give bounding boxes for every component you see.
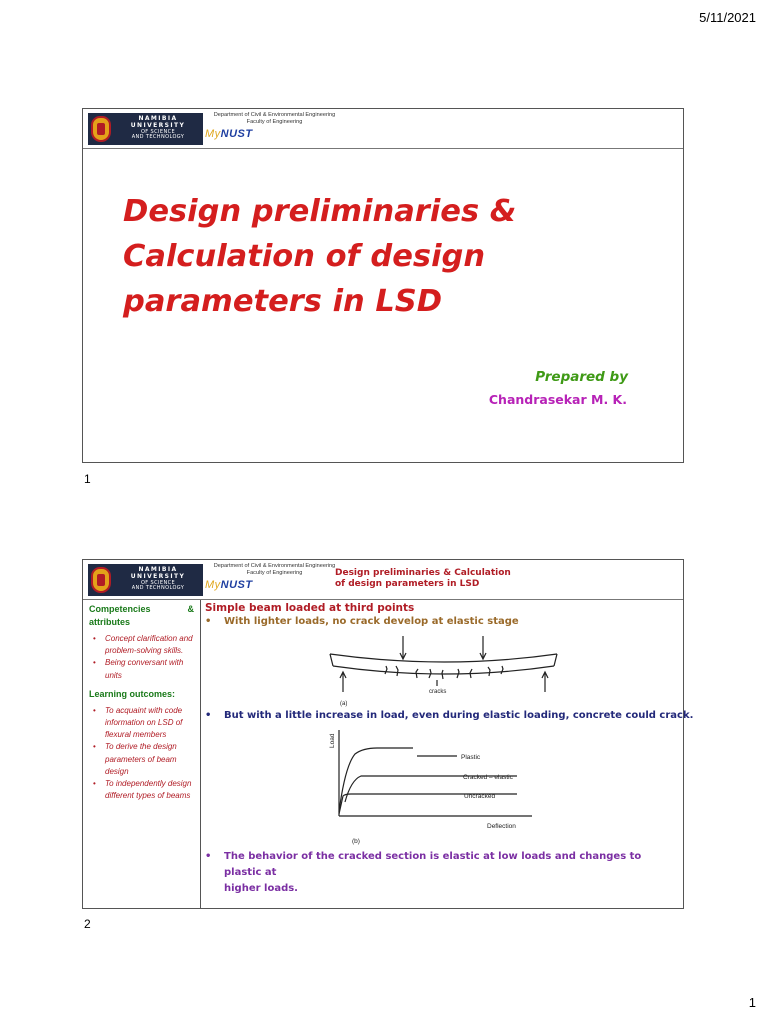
header-title-line: Design preliminaries & Calculation	[335, 568, 511, 578]
department-name: Department of Civil & Environmental Engineering	[213, 563, 336, 569]
department-name: Department of Civil & Environmental Engineering	[213, 112, 336, 118]
slide-content	[201, 600, 694, 908]
bullet-point: • With lighter loads, no crack develop at elastic stage	[205, 616, 519, 627]
slide-title	[123, 189, 643, 324]
mynust-suffix: NUST	[220, 579, 253, 591]
list-item: • To independently design different types of beams	[89, 778, 196, 802]
competencies-heading	[89, 603, 196, 616]
list-item: • To acquaint with code information on LSD of flexural members	[89, 705, 196, 742]
crack-label: cracks	[429, 689, 447, 695]
prepared-by-label: Prepared by	[535, 369, 628, 385]
mynust-logo	[205, 579, 253, 591]
list-item: • To derive the design parameters of beam design	[89, 741, 196, 778]
logo-line: UNIVERSITY	[130, 573, 186, 580]
curve-label-uncracked: Uncracked	[464, 793, 496, 800]
bullet-line: The behavior of the cracked section is elastic at low loads and changes to plastic at	[224, 851, 642, 878]
logo-line: UNIVERSITY	[130, 122, 186, 129]
bullet-line: higher loads.	[224, 883, 298, 894]
mynust-suffix: NUST	[220, 128, 253, 140]
page-number: 1	[748, 995, 756, 1010]
competencies-heading-2: attributes	[89, 617, 131, 627]
competencies-list	[89, 633, 196, 682]
load-deflection-graph	[327, 726, 537, 846]
learning-outcomes-heading: Learning outcomes:	[89, 688, 176, 699]
bullet-point: • But with a little increase in load, even during elastic loading, concrete could crack.	[205, 710, 694, 721]
logo-line: AND TECHNOLOGY	[131, 134, 185, 140]
bullet-point: • The behavior of the cracked section is elastic at low loads and changes to plastic at higher loads.	[205, 849, 675, 897]
list-item: • Being conversant with units	[89, 657, 196, 681]
title-line: Calculation of design	[123, 239, 486, 274]
mynust-logo	[205, 128, 253, 140]
slide-number: 2	[84, 917, 91, 931]
list-item: • Concept clarification and problem-solving skills.	[89, 633, 196, 657]
figure-caption: (a)	[340, 701, 348, 707]
slide-header	[83, 560, 683, 600]
x-axis-label: Deflection	[487, 823, 516, 830]
university-logo	[88, 113, 203, 145]
y-axis-label: Load	[329, 733, 336, 748]
print-date: 5/11/2021	[699, 10, 756, 25]
competencies-amp: &	[187, 604, 194, 614]
mynust-prefix: My	[205, 579, 221, 591]
faculty-name: Faculty of Engineering	[246, 119, 303, 125]
outcomes-sidebar	[83, 600, 201, 908]
slide-2	[82, 559, 694, 909]
author-name: Chandrasekar M. K.	[488, 392, 627, 407]
logo-line: NAMIBIA	[138, 115, 178, 122]
university-logo	[88, 564, 203, 596]
department-label	[207, 563, 342, 577]
curve-label-plastic: Plastic	[461, 754, 481, 761]
crest-icon	[91, 567, 111, 593]
logo-line: NAMIBIA	[138, 566, 178, 573]
curve-label-cracked: Cracked – elastic	[463, 774, 513, 781]
logo-line: OF SCIENCE	[140, 129, 176, 135]
slide-number: 1	[84, 472, 91, 486]
beam-crack-figure	[325, 630, 565, 708]
mynust-prefix: My	[205, 128, 221, 140]
logo-line: OF SCIENCE	[140, 580, 176, 586]
logo-line: AND TECHNOLOGY	[131, 585, 185, 591]
section-heading: Simple beam loaded at third points	[205, 602, 415, 614]
slide-1	[82, 108, 684, 463]
competencies-word: Competencies	[89, 604, 151, 614]
crest-icon	[91, 116, 111, 142]
title-line: Design preliminaries &	[123, 194, 517, 229]
slide-header	[83, 109, 683, 149]
learning-outcomes-list	[89, 705, 196, 803]
department-label	[207, 112, 342, 126]
title-line: parameters in LSD	[123, 284, 443, 319]
faculty-name: Faculty of Engineering	[246, 570, 303, 576]
header-title	[335, 568, 511, 590]
header-title-line: of design parameters in LSD	[335, 579, 480, 589]
figure-caption: (b)	[352, 838, 360, 845]
